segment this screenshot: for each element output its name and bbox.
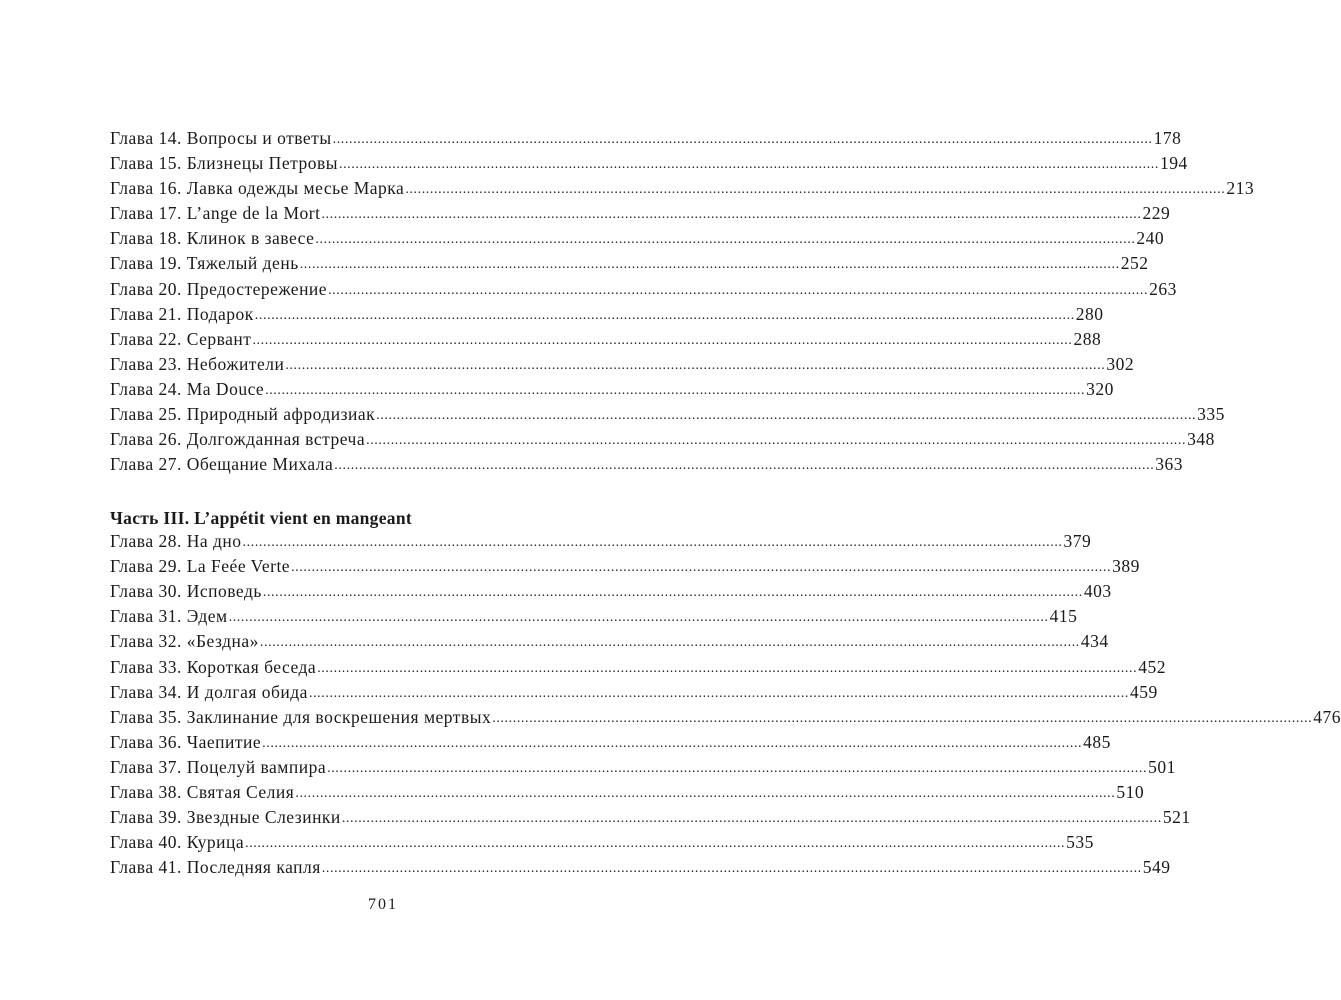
- toc-entry-title: Глава 30. Исповедь: [110, 581, 262, 602]
- toc-entry-title: Глава 14. Вопросы и ответы: [110, 128, 332, 148]
- toc-entry-title: Глава 31. Эдем: [110, 606, 228, 627]
- toc-entry: [110, 353, 1135, 379]
- toc-entry: [110, 556, 1140, 581]
- toc-entry-page: 363: [1155, 454, 1184, 475]
- toc-entry: [110, 656, 1166, 682]
- toc-entry: [110, 278, 1177, 304]
- toc-entry-title: Глава 16. Лавка одежды месье Марка: [110, 178, 405, 199]
- toc-entry-title: Глава 38. Святая Селия: [110, 782, 295, 803]
- toc-entry: [110, 606, 1078, 631]
- toc-entry-title: Глава 15. Близнецы Петровы: [110, 153, 338, 174]
- toc-entry-page: 229: [1142, 203, 1171, 224]
- toc-entry-page: 549: [1142, 857, 1171, 878]
- toc-entry-page: 521: [1162, 807, 1191, 828]
- toc-entry-title: Глава 36. Чаепитие: [110, 731, 262, 752]
- toc-list-part-two: [110, 128, 1255, 479]
- toc-entry-title: Глава 32. «Бездна»: [110, 631, 259, 652]
- toc-leader-dots: ........................................................................................................................................................................................................: [299, 257, 1120, 273]
- toc-leader-dots: ........................................................................................................................................................................................................: [262, 585, 1083, 601]
- toc-entry-page: 415: [1049, 606, 1078, 627]
- toc-entry: [110, 178, 1255, 203]
- toc-entry: [110, 203, 1171, 228]
- toc-entry-title: Глава 27. Обещание Михала: [110, 454, 334, 475]
- toc-entry-page: 194: [1159, 153, 1188, 174]
- toc-entry-title: Глава 23. Небожители: [110, 353, 285, 374]
- toc-entry-title: Глава 41. Последняя капля: [110, 857, 321, 878]
- toc-entry-page: 434: [1080, 631, 1109, 652]
- toc-entry-page: 403: [1083, 581, 1112, 602]
- toc-leader-dots: ........................................................................................................................................................................................................: [341, 811, 1162, 827]
- toc-entry: [110, 303, 1104, 329]
- toc-entry-title: Глава 37. Поцелуй вампира: [110, 756, 327, 777]
- page-number: 701: [368, 896, 398, 913]
- toc-entry: [110, 328, 1102, 354]
- toc-leader-dots: ........................................................................................................................................................................................................: [254, 307, 1075, 323]
- toc-entry-page: 288: [1073, 328, 1102, 349]
- toc-entry-page: 178: [1153, 128, 1182, 148]
- toc-entry-title: Глава 33. Короткая беседа: [110, 656, 317, 677]
- toc-entry-title: Глава 18. Клинок в завесе: [110, 228, 315, 249]
- toc-leader-dots: ........................................................................................................................................................................................................: [405, 182, 1226, 198]
- toc-entry: [110, 631, 1109, 656]
- toc-entry-page: 485: [1083, 731, 1111, 752]
- toc-leader-dots: ........................................................................................................................................................................................................: [338, 157, 1159, 173]
- toc-leader-dots: ........................................................................................................................................................................................................: [332, 132, 1153, 147]
- toc-entry-page: 280: [1075, 303, 1104, 324]
- toc-leader-dots: ........................................................................................................................................................................................................: [308, 685, 1129, 701]
- toc-entry-page: 302: [1106, 353, 1135, 374]
- toc-leader-dots: ........................................................................................................................................................................................................: [327, 760, 1148, 776]
- toc-leader-dots: ........................................................................................................................................................................................................: [259, 635, 1080, 651]
- toc-entry-title: Глава 17. L’ange de la Mort: [110, 203, 321, 224]
- toc-entry-title: Глава 20. Предостережение: [110, 278, 328, 299]
- toc-entry-title: Глава 25. Природный афродизиак: [110, 404, 376, 425]
- toc-entry-title: Глава 21. Подарок: [110, 303, 254, 324]
- toc-entry-title: Глава 29. La Feée Verte: [110, 556, 291, 577]
- toc-leader-dots: ........................................................................................................................................................................................................: [245, 836, 1066, 852]
- toc-entry-page: 263: [1149, 278, 1177, 299]
- toc-entry: [110, 531, 1092, 556]
- toc-entry: [110, 228, 1165, 253]
- toc-entry-page: 252: [1120, 253, 1149, 274]
- toc-leader-dots: ........................................................................................................................................................................................................: [265, 382, 1086, 398]
- toc-leader-dots: ........................................................................................................................................................................................................: [291, 560, 1112, 576]
- toc-entry: [110, 832, 1094, 857]
- toc-entry-title: Глава 35. Заклинание для воскрешения мертвых: [110, 706, 492, 727]
- toc-leader-dots: ........................................................................................................................................................................................................: [321, 861, 1142, 877]
- toc-leader-dots: ........................................................................................................................................................................................................: [315, 232, 1136, 248]
- toc-leader-dots: ........................................................................................................................................................................................................: [242, 535, 1063, 551]
- toc-leader-dots: ........................................................................................................................................................................................................: [295, 786, 1116, 802]
- toc-leader-dots: ........................................................................................................................................................................................................: [366, 433, 1187, 449]
- toc-entry: [110, 454, 1184, 479]
- toc-entry: [110, 857, 1171, 882]
- toc-entry-page: 459: [1129, 681, 1158, 702]
- toc-list-part-three: [110, 506, 1341, 882]
- toc-leader-dots: ........................................................................................................................................................................................................: [262, 735, 1083, 751]
- toc-entry: [110, 153, 1188, 178]
- toc-leader-dots: ........................................................................................................................................................................................................: [317, 660, 1138, 676]
- toc-entry-title: Глава 34. И долгая обида: [110, 681, 308, 702]
- toc-entry-title: Глава 28. На дно: [110, 531, 242, 552]
- toc-entry-title: Глава 39. Звездные Слезинки: [110, 807, 341, 828]
- toc-entry-page: 476: [1313, 706, 1341, 727]
- toc-entry-page: 348: [1187, 429, 1215, 450]
- toc-leader-dots: ........................................................................................................................................................................................................: [252, 332, 1073, 348]
- toc-entry-page: 320: [1086, 378, 1114, 399]
- toc-entry: [110, 404, 1225, 429]
- toc-leader-dots: ........................................................................................................................................................................................................: [321, 207, 1142, 223]
- toc-entry: [110, 378, 1114, 404]
- toc-entry-title: Глава 40. Курица: [110, 832, 245, 853]
- toc-entry: [110, 731, 1111, 757]
- toc-entry-page: 379: [1063, 531, 1092, 552]
- toc-entry-page: 389: [1112, 556, 1140, 577]
- toc-entry: [110, 253, 1149, 278]
- toc-leader-dots: ........................................................................................................................................................................................................: [328, 282, 1149, 298]
- toc-entry: [110, 581, 1112, 606]
- toc-entry-page: 535: [1066, 832, 1094, 853]
- toc-leader-dots: ........................................................................................................................................................................................................: [334, 458, 1155, 474]
- toc-entry-page: 213: [1226, 178, 1255, 199]
- toc-entry: [110, 807, 1191, 832]
- part-heading: Часть III. L’appétit vient en mangeant: [110, 508, 413, 528]
- toc-leader-dots: ........................................................................................................................................................................................................: [228, 610, 1049, 626]
- toc-entry-page: 335: [1197, 404, 1225, 425]
- toc-entry-page: 452: [1138, 656, 1166, 677]
- toc-entry-title: Глава 19. Тяжелый день: [110, 253, 299, 274]
- toc-entry-title: Глава 24. Ma Douce: [110, 378, 265, 399]
- toc-entry-page: 501: [1148, 756, 1176, 777]
- toc-entry-title: Глава 22. Сервант: [110, 328, 252, 349]
- toc-leader-dots: ........................................................................................................................................................................................................: [376, 408, 1197, 424]
- toc-entry-page: 510: [1116, 782, 1145, 803]
- toc-entry: [110, 756, 1176, 782]
- toc-leader-dots: ........................................................................................................................................................................................................: [492, 710, 1313, 726]
- toc-entry: [110, 706, 1341, 732]
- toc-entry-page: 240: [1136, 228, 1165, 249]
- toc-entry: [110, 429, 1215, 454]
- toc-leader-dots: ........................................................................................................................................................................................................: [285, 357, 1106, 373]
- toc-entry: [110, 128, 1182, 153]
- toc-entry: [110, 782, 1145, 807]
- toc-entry-title: Глава 26. Долгожданная встреча: [110, 429, 366, 450]
- toc-entry: [110, 681, 1158, 707]
